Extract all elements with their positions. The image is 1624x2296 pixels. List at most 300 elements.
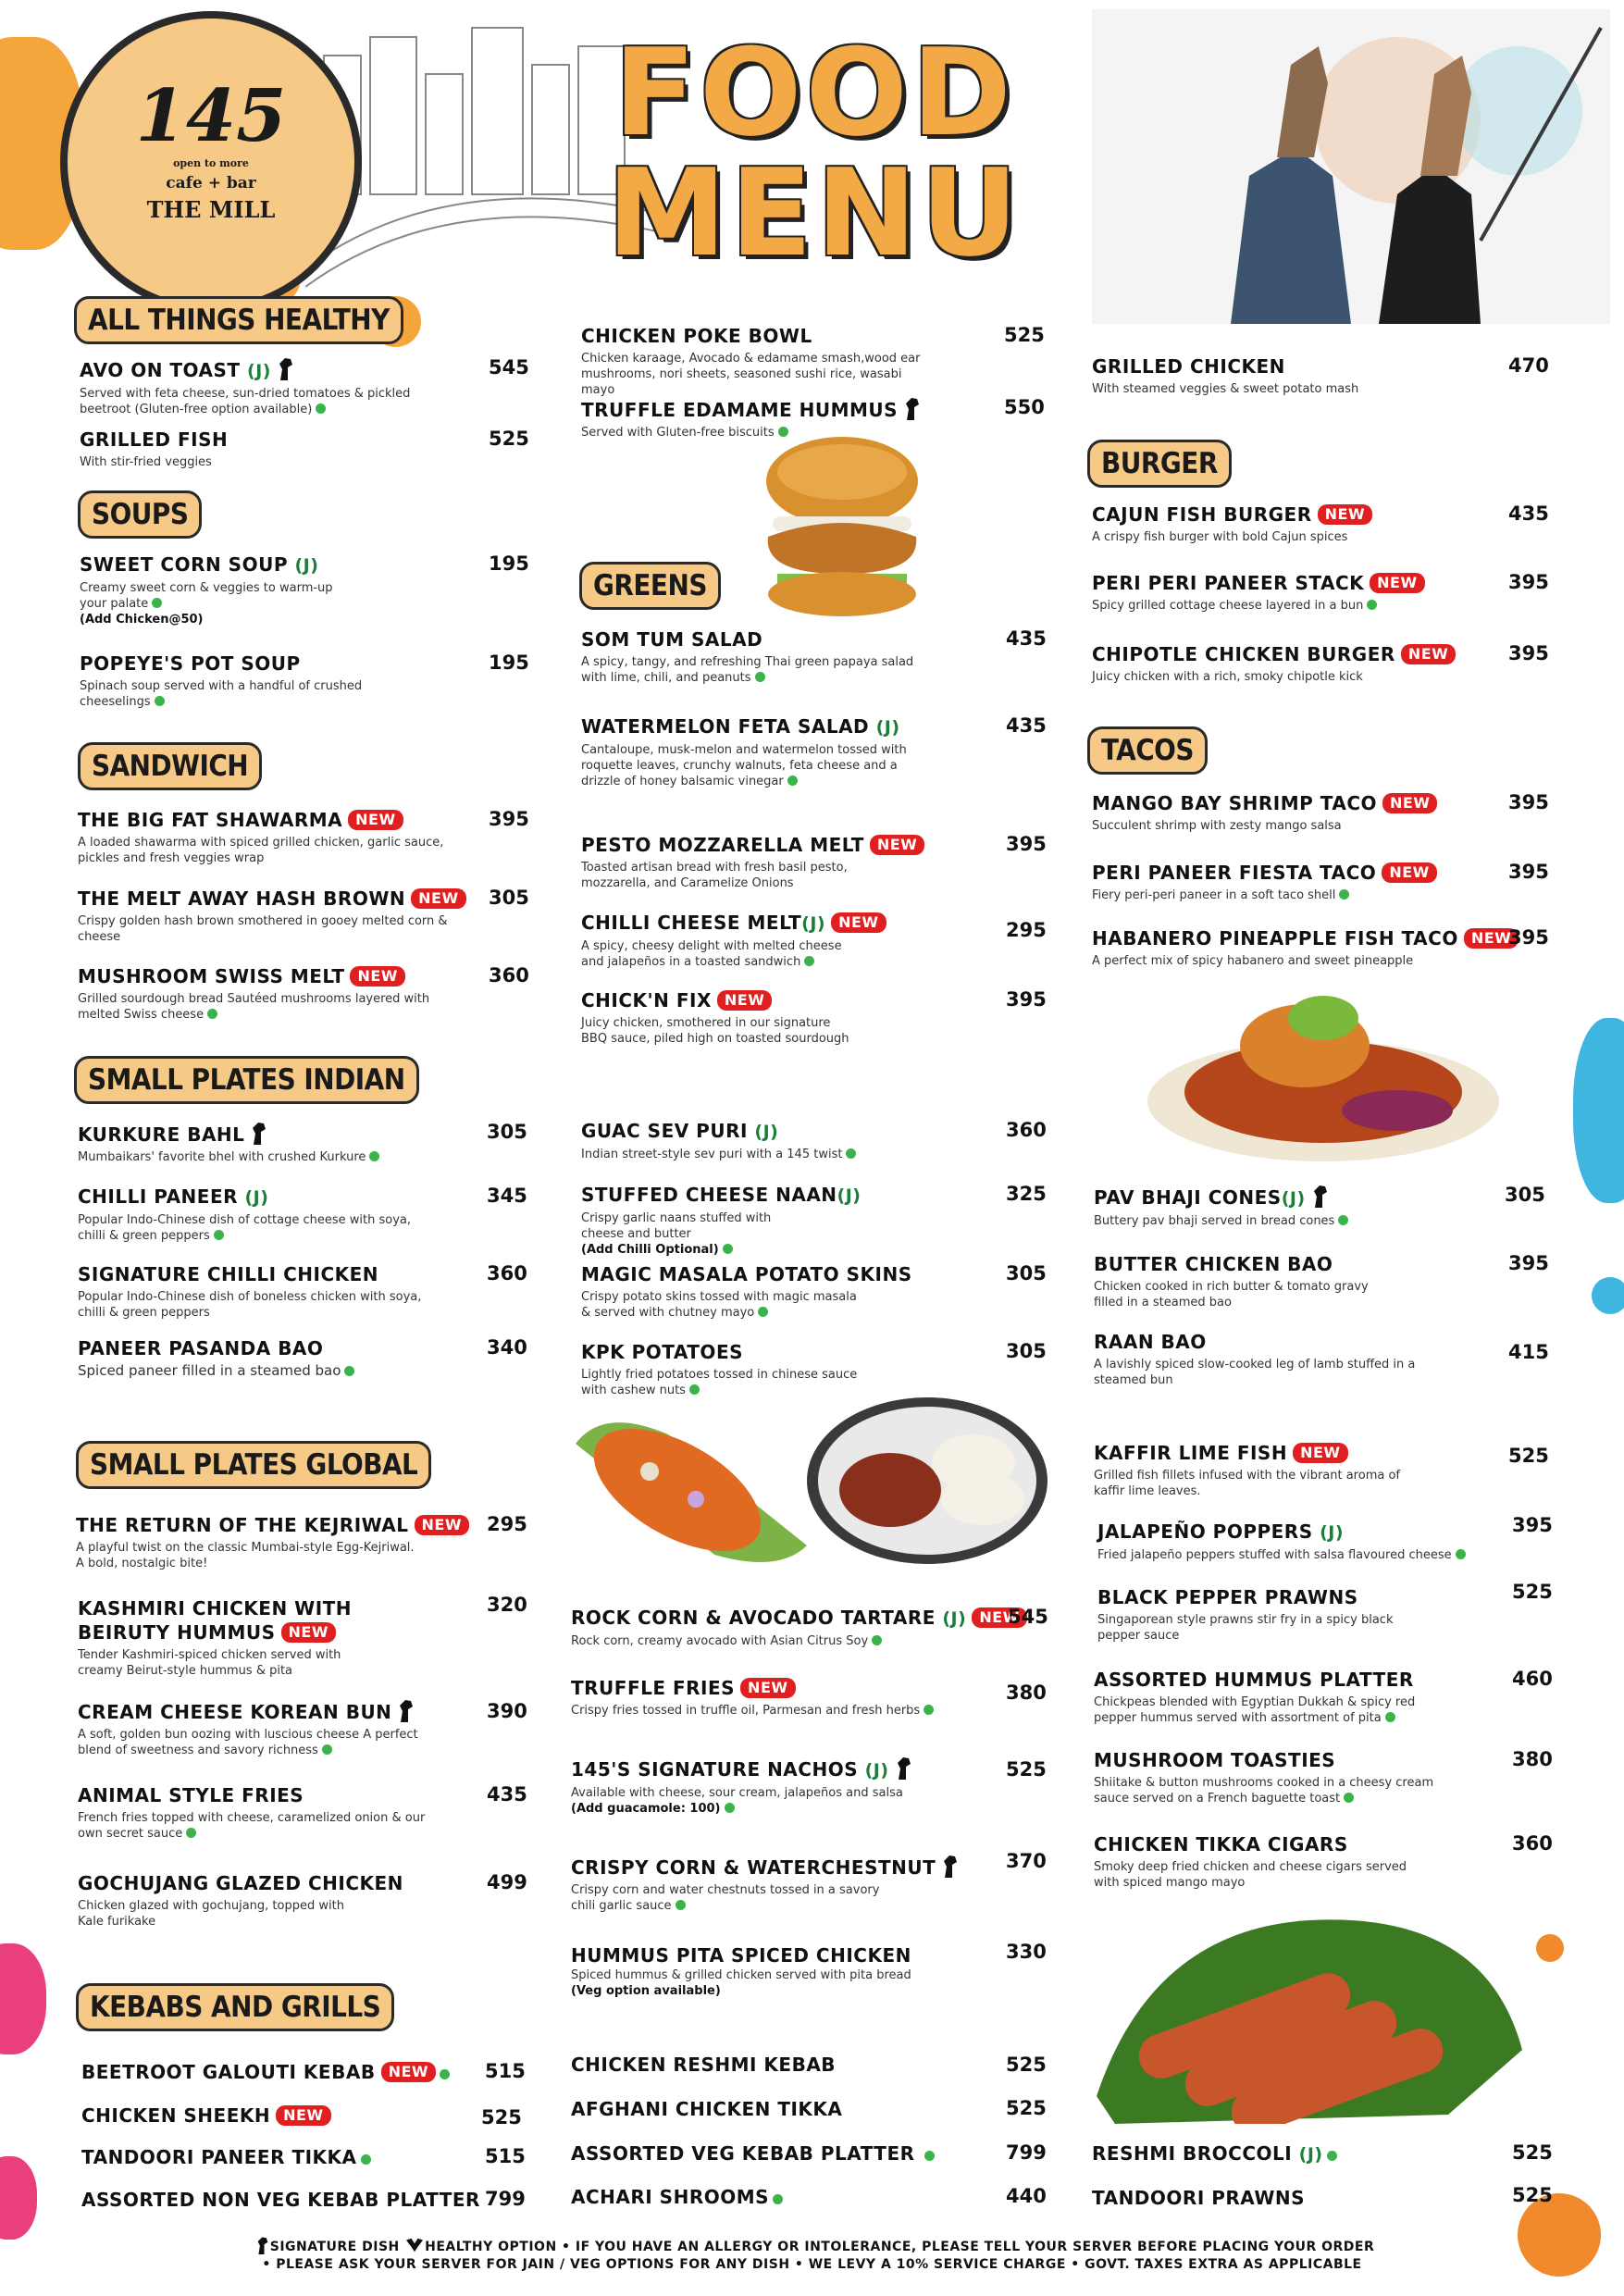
- menu-item: [1092, 571, 1481, 614]
- menu-item: [81, 2060, 479, 2084]
- item-price: 470: [1508, 354, 1549, 377]
- section-tacos: TACOS: [1087, 726, 1208, 775]
- item-price: 415: [1508, 1341, 1549, 1363]
- item-desc: Grilled sourdough bread Sautéed mushrooms layered with melted Swiss cheese: [78, 992, 430, 1022]
- item-name: BEETROOT GALOUTI KEBAB: [81, 2061, 376, 2083]
- item-name: MUSHROOM SWISS MELT: [78, 965, 345, 987]
- item-desc: Chicken glazed with gochujang, topped with Kale furikake: [78, 1899, 344, 1929]
- item-price: 360: [487, 1262, 527, 1285]
- menu-item: [1097, 1585, 1431, 1644]
- menu-item: [1094, 1330, 1427, 1388]
- healthy-dot-icon: [322, 1744, 332, 1755]
- menu-item: [80, 552, 348, 627]
- signature-horse-icon: [1311, 1184, 1330, 1208]
- item-price: 515: [485, 2145, 526, 2167]
- item-name: BUTTER CHICKEN BAO: [1094, 1253, 1333, 1275]
- j-mark: (J): [1298, 2144, 1323, 2165]
- item-desc: Spicy grilled cottage cheese layered in a bun: [1092, 599, 1364, 613]
- menu-item: [81, 2188, 479, 2212]
- item-price: 515: [485, 2060, 526, 2082]
- menu-item: [80, 652, 385, 710]
- menu-item: [571, 2053, 960, 2077]
- healthy-dot-icon: [369, 1151, 379, 1161]
- item-desc: A lavishly spiced slow-cooked leg of lamb stuffed in a steamed bun: [1094, 1358, 1416, 1387]
- menu-item: [581, 324, 933, 398]
- j-mark: (J): [247, 361, 271, 381]
- new-badge: NEW: [276, 2105, 330, 2126]
- signature-horse-icon: [941, 1854, 960, 1878]
- healthy-dot-icon: [758, 1307, 768, 1317]
- item-desc: Juicy chicken with a rich, smoky chipotle kick: [1092, 670, 1363, 684]
- item-note: (Veg option available): [571, 1984, 721, 1998]
- item-name: POPEYE'S POT SOUP: [80, 652, 301, 675]
- menu-item: [78, 1698, 448, 1758]
- item-price: 395: [1508, 1252, 1549, 1274]
- item-price: 525: [1512, 2184, 1553, 2206]
- item-desc: Juicy chicken, smothered in our signature BBQ sauce, piled high on toasted sourdough: [581, 1016, 849, 1046]
- item-name: RESHMI BROCCOLI: [1092, 2142, 1293, 2165]
- item-name: WATERMELON FETA SALAD: [581, 715, 870, 738]
- new-badge: NEW: [1382, 793, 1437, 813]
- blue-splash: [1592, 1277, 1624, 1314]
- item-name: CHIPOTLE CHICKEN BURGER: [1092, 643, 1395, 665]
- menu-item: [1094, 1441, 1427, 1499]
- menu-item: [581, 396, 970, 441]
- item-name: SWEET CORN SOUP: [80, 553, 288, 576]
- item-name: TANDOORI PANEER TIKKA: [81, 2146, 357, 2168]
- item-price: 340: [487, 1336, 527, 1359]
- j-mark: (J): [294, 555, 319, 576]
- section-sandwich: SANDWICH: [78, 742, 262, 790]
- section-soups: SOUPS: [78, 490, 202, 539]
- menu-item: [1094, 1252, 1371, 1310]
- item-desc: Popular Indo-Chinese dish of boneless chicken with soya, chilli & green peppers: [78, 1290, 422, 1320]
- item-desc: French fries topped with cheese, caramelized onion & our own secret sauce: [78, 1811, 426, 1841]
- new-badge: NEW: [1401, 644, 1456, 664]
- section-small-plates-indian: SMALL PLATES INDIAN: [74, 1056, 419, 1104]
- menu-item: [1092, 2186, 1462, 2210]
- item-name: PERI PANEER FIESTA TACO: [1092, 862, 1377, 884]
- item-name: KASHMIRI CHICKEN WITH: [78, 1597, 353, 1620]
- menu-item: [571, 1854, 960, 1914]
- item-price: 395: [1006, 988, 1047, 1011]
- healthy-dot-icon: [316, 403, 326, 414]
- item-price: 435: [1006, 627, 1047, 650]
- item-price: 195: [489, 552, 529, 575]
- item-price: 395: [489, 808, 529, 830]
- item-price: 305: [487, 1121, 527, 1143]
- item-price: 395: [1508, 791, 1549, 813]
- menu-item: [1092, 2141, 1462, 2166]
- menu-item: [78, 964, 448, 1023]
- healthy-dot-icon: [804, 956, 814, 966]
- orange-splash: [1536, 1934, 1564, 1962]
- item-price: 195: [489, 652, 529, 674]
- item-price: 380: [1006, 1682, 1047, 1704]
- menu-item: [1092, 861, 1499, 903]
- healthy-dot-icon: [186, 1828, 196, 1838]
- item-price: 525: [481, 2106, 522, 2128]
- healthy-dot-icon: [1339, 889, 1349, 900]
- healthy-dot-icon: [155, 696, 165, 706]
- healthy-dot-icon: [361, 2154, 371, 2165]
- section-small-plates-global: SMALL PLATES GLOBAL: [76, 1441, 431, 1489]
- signature-horse-icon: [255, 2236, 270, 2254]
- item-desc: A loaded shawarma with spiced grilled chicken, garlic sauce, pickles and fresh veggies wrap: [78, 836, 444, 865]
- item-price: 525: [1512, 2141, 1553, 2164]
- item-price: 295: [1006, 919, 1047, 941]
- item-desc: Spiced paneer filled in a steamed bao: [78, 1362, 341, 1379]
- item-desc: Chickpeas blended with Egyptian Dukkah & spicy red pepper hummus served with assortment of pita: [1094, 1695, 1416, 1725]
- menu-item: [81, 2104, 479, 2128]
- menu-item: [571, 1676, 960, 1719]
- item-price: 525: [1004, 324, 1045, 346]
- menu-item: [78, 1262, 448, 1321]
- logo-small: open to more: [173, 157, 249, 169]
- blue-splash: [1573, 1018, 1624, 1203]
- cafe-logo: [60, 11, 362, 313]
- item-price: 395: [1508, 642, 1549, 664]
- chicken-cigars-image: [1097, 1911, 1522, 2124]
- item-name: CHICKEN SHEEKH: [81, 2104, 271, 2127]
- item-desc: With steamed veggies & sweet potato mash: [1092, 382, 1359, 396]
- item-desc: Smoky deep fried chicken and cheese cigars served with spiced mango mayo: [1094, 1860, 1407, 1890]
- item-name: MAGIC MASALA POTATO SKINS: [581, 1263, 912, 1285]
- horse-characters-illustration: [1092, 9, 1610, 324]
- item-desc: Fried jalapeño peppers stuffed with salsa flavoured cheese: [1097, 1548, 1452, 1562]
- item-price: 799: [485, 2188, 526, 2210]
- menu-item: [581, 911, 951, 970]
- item-name: TRUFFLE EDAMAME HUMMUS: [581, 399, 899, 421]
- healthy-dot-icon: [1456, 1549, 1466, 1559]
- signature-horse-icon: [903, 396, 922, 420]
- menu-item: [581, 833, 951, 891]
- item-name: KAFFIR LIME FISH: [1094, 1442, 1288, 1464]
- item-price: 345: [487, 1185, 527, 1207]
- footer-note: [0, 2236, 1624, 2256]
- item-name: THE RETURN OF THE KEJRIWAL: [76, 1514, 409, 1536]
- item-name: PANEER PASANDA BAO: [78, 1337, 324, 1359]
- item-name: KPK POTATOES: [581, 1341, 744, 1363]
- item-price: 435: [487, 1783, 527, 1806]
- item-name: CHILLI PANEER: [78, 1185, 239, 1208]
- item-desc: With stir-fried veggies: [80, 455, 212, 469]
- pink-splash: [0, 1943, 46, 2054]
- j-mark: (J): [864, 1760, 889, 1781]
- healthy-dot-icon: [755, 672, 765, 682]
- item-price: 525: [1512, 1581, 1553, 1603]
- appetizer-plates-image: [566, 1388, 1048, 1573]
- fish-taco-image: [1138, 981, 1508, 1166]
- item-desc: Served with feta cheese, sun-dried tomatoes & pickled beetroot (Gluten-free option available): [80, 387, 411, 416]
- item-desc: A spicy, cheesy delight with melted cheese and jalapeños in a toasted sandwich: [581, 939, 842, 969]
- item-desc: Indian street-style sev puri with a 145 twist: [581, 1148, 843, 1161]
- j-mark: (J): [754, 1122, 779, 1142]
- section-burger: BURGER: [1087, 440, 1232, 488]
- item-name: CHICKEN POKE BOWL: [581, 325, 812, 347]
- menu-item: [80, 428, 450, 470]
- new-badge: NEW: [415, 1515, 469, 1535]
- footer-line2: • PLEASE ASK YOUR SERVER FOR JAIN / VEG OPTIONS FOR ANY DISH • WE LEVY A 10% SERVICE CHARGE • GOVT. TAXES EXTRA AS APPLICABLE: [262, 2257, 1362, 2272]
- item-desc: A spicy, tangy, and refreshing Thai green papaya salad with lime, chili, and peanuts: [581, 655, 914, 685]
- item-name: CRISPY CORN & WATERCHESTNUT: [571, 1856, 936, 1879]
- item-name: GRILLED FISH: [80, 428, 229, 451]
- item-price: 360: [489, 964, 529, 987]
- footer-line1: HEALTHY OPTION • IF YOU HAVE AN ALLERGY OR INTOLERANCE, PLEASE TELL YOUR SERVER BEFORE PLACING YOUR ORDER: [425, 2240, 1375, 2254]
- healthy-dot-icon: [872, 1635, 882, 1645]
- section-kebabs-and-grills: KEBABS AND GRILLS: [76, 1983, 394, 2031]
- item-name: GOCHUJANG GLAZED CHICKEN: [78, 1872, 403, 1894]
- new-badge: NEW: [348, 810, 403, 830]
- item-desc: Cantaloupe, musk-melon and watermelon tossed with roquette leaves, crunchy walnuts, feta cheese and a drizzle of honey balsamic vinegar: [581, 743, 907, 788]
- item-name: ROCK CORN & AVOCADO TARTARE: [571, 1607, 936, 1629]
- healthy-dot-icon: [676, 1900, 686, 1910]
- menu-item: [78, 808, 448, 866]
- logo-number: 145: [135, 74, 287, 158]
- healthy-dot-icon: [1385, 1712, 1395, 1722]
- j-mark: (J): [1281, 1188, 1306, 1209]
- item-name: ASSORTED NON VEG KEBAB PLATTER: [81, 2189, 480, 2211]
- fried-chicken-burger-image: [759, 435, 925, 620]
- item-desc: Crispy garlic naans stuffed with cheese and butter: [581, 1211, 772, 1241]
- item-name: CAJUN FISH BURGER: [1092, 503, 1312, 526]
- menu-item: [581, 627, 933, 686]
- item-name: SIGNATURE CHILLI CHICKEN: [78, 1263, 379, 1285]
- item-desc: Served with Gluten-free biscuits: [581, 426, 775, 440]
- item-name: CHILLI CHEESE MELT: [581, 912, 802, 934]
- item-desc: Shiitake & button mushrooms cooked in a cheesy cream sauce served on a French baguette toast: [1094, 1776, 1434, 1806]
- section-all-things-healthy: ALL THINGS HEALTHY: [74, 296, 403, 344]
- item-desc: Crispy golden hash brown smothered in gooey melted corn & cheese: [78, 914, 448, 944]
- item-desc: Crispy corn and water chestnuts tossed in a savory chili garlic sauce: [571, 1883, 880, 1913]
- item-name: SOM TUM SALAD: [581, 628, 763, 651]
- new-badge: NEW: [1318, 504, 1372, 525]
- healthy-dot-icon: [725, 1803, 735, 1813]
- j-mark: (J): [875, 717, 900, 738]
- signature-horse-icon: [277, 356, 295, 380]
- healthy-dot-icon: [344, 1366, 354, 1376]
- item-price: 440: [1006, 2185, 1047, 2207]
- item-price: 395: [1508, 861, 1549, 883]
- item-name: THE MELT AWAY HASH BROWN: [78, 887, 406, 910]
- item-desc: Toasted artisan bread with fresh basil pesto, mozzarella, and Caramelize Onions: [581, 861, 848, 890]
- item-price: 305: [1006, 1262, 1047, 1285]
- item-name: PESTO MOZZARELLA MELT: [581, 834, 864, 856]
- item-desc: Popular Indo-Chinese dish of cottage cheese with soya, chilli & green peppers: [78, 1213, 411, 1243]
- menu-item: [571, 1756, 960, 1817]
- menu-item: [78, 1185, 420, 1244]
- item-price: 380: [1512, 1748, 1553, 1770]
- item-desc: Singaporean style prawns stir fry in a spicy black pepper sauce: [1097, 1613, 1394, 1643]
- logo-tagline: cafe + bar: [166, 174, 256, 192]
- menu-item: [78, 1336, 448, 1379]
- item-price: 550: [1004, 396, 1045, 418]
- item-desc: Succulent shrimp with zesty mango salsa: [1092, 819, 1342, 833]
- section-greens: GREENS: [579, 562, 721, 610]
- footer-signature-label: SIGNATURE DISH: [269, 2240, 400, 2254]
- item-name: MUSHROOM TOASTIES: [1094, 1749, 1336, 1771]
- item-desc: Crispy potato skins tossed with magic masala & served with chutney mayo: [581, 1290, 857, 1320]
- healthy-dot-icon: [1327, 2151, 1337, 2161]
- item-price: 360: [1512, 1832, 1553, 1855]
- item-price: 395: [1508, 926, 1549, 949]
- new-badge: NEW: [381, 2062, 436, 2082]
- item-name: CHICKEN RESHMI KEBAB: [571, 2054, 837, 2076]
- new-badge: NEW: [411, 888, 465, 909]
- item-name: HABANERO PINEAPPLE FISH TACO: [1092, 927, 1458, 949]
- item-price: 545: [489, 356, 529, 379]
- item-name: STUFFED CHEESE NAAN: [581, 1184, 837, 1206]
- menu-item: [1092, 642, 1499, 685]
- new-badge: NEW: [1382, 863, 1436, 883]
- menu-item: [80, 356, 450, 417]
- item-name: PERI PERI PANEER STACK: [1092, 572, 1365, 594]
- item-name: KURKURE BAHL: [78, 1123, 245, 1146]
- item-price: 330: [1006, 1941, 1047, 1963]
- menu-item: [581, 714, 914, 789]
- new-badge: NEW: [1293, 1443, 1347, 1463]
- item-note: (Add guacamole: 100): [571, 1802, 721, 1816]
- item-name: CREAM CHEESE KOREAN BUN: [78, 1701, 392, 1723]
- j-mark: (J): [942, 1608, 967, 1629]
- item-price: 799: [1006, 2141, 1047, 2164]
- signature-horse-icon: [397, 1698, 415, 1722]
- item-name: THE BIG FAT SHAWARMA: [78, 809, 343, 831]
- item-price: 395: [1006, 833, 1047, 855]
- j-mark: (J): [244, 1187, 269, 1208]
- menu-item: [1094, 1668, 1464, 1726]
- item-name: ASSORTED VEG KEBAB PLATTER: [571, 2142, 915, 2165]
- pink-splash: [0, 2156, 37, 2240]
- item-desc: Rock corn, creamy avocado with Asian Citrus Soy: [571, 1634, 869, 1648]
- item-desc: Spiced hummus & grilled chicken served with pita bread: [571, 1968, 911, 1982]
- menu-item: [571, 1943, 960, 1999]
- item-name: TANDOORI PRAWNS: [1092, 2187, 1306, 2209]
- item-name: HUMMUS PITA SPICED CHICKEN: [571, 1944, 911, 1967]
- item-name: ASSORTED HUMMUS PLATTER: [1094, 1669, 1414, 1691]
- menu-item: [81, 2145, 479, 2169]
- menu-item: [78, 887, 459, 945]
- title-menu: MENU: [606, 143, 1023, 283]
- healthy-dot-icon: [846, 1148, 856, 1159]
- healthy-dot-icon: [723, 1244, 733, 1254]
- healthy-horse-icon: [404, 2237, 425, 2253]
- menu-item: [581, 1119, 951, 1162]
- item-price: 305: [1505, 1184, 1545, 1206]
- menu-item: [571, 2097, 960, 2121]
- item-name: ACHARI SHROOMS: [571, 2186, 770, 2208]
- item-desc: Fiery peri-peri paneer in a soft taco shell: [1092, 888, 1336, 902]
- item-desc: Mumbaikars' favorite bhel with crushed Kurkure: [78, 1150, 366, 1164]
- item-desc: Tender Kashmiri-spiced chicken served with creamy Beirut-style hummus & pita: [78, 1648, 341, 1678]
- healthy-dot-icon: [440, 2069, 450, 2079]
- new-badge: NEW: [740, 1678, 795, 1698]
- healthy-dot-icon: [924, 2151, 935, 2161]
- item-desc: A crispy fish burger with bold Cajun spices: [1092, 530, 1348, 544]
- j-mark: (J): [801, 913, 826, 934]
- menu-item: [78, 1596, 448, 1679]
- healthy-dot-icon: [773, 2194, 783, 2204]
- signature-horse-icon: [250, 1121, 268, 1145]
- menu-item: [76, 1513, 465, 1571]
- new-badge: NEW: [1370, 573, 1424, 593]
- new-badge: NEW: [972, 1607, 1026, 1628]
- menu-item: [1092, 926, 1518, 969]
- menu-item: [1094, 1748, 1445, 1806]
- item-name: BEIRUTY HUMMUS: [78, 1621, 276, 1644]
- item-desc: Lightly fried potatoes tossed in chinese sauce with cashew nuts: [581, 1368, 858, 1397]
- j-mark: (J): [1320, 1522, 1345, 1543]
- item-desc: A perfect mix of spicy habanero and sweet pineapple: [1092, 954, 1414, 968]
- healthy-dot-icon: [207, 1009, 217, 1019]
- logo-sub: THE MILL: [146, 196, 276, 223]
- item-price: 435: [1508, 503, 1549, 525]
- healthy-dot-icon: [214, 1230, 224, 1240]
- item-desc: Grilled fish fillets infused with the vibrant aroma of kaffir lime leaves.: [1094, 1469, 1400, 1498]
- item-desc: A soft, golden bun oozing with luscious cheese A perfect blend of sweetness and savory richness: [78, 1728, 418, 1757]
- menu-item: [1094, 1184, 1482, 1229]
- item-name: 145'S SIGNATURE NACHOS: [571, 1758, 859, 1781]
- menu-item: [78, 1121, 448, 1165]
- item-price: 525: [1508, 1445, 1549, 1467]
- menu-item: [581, 1262, 951, 1321]
- new-badge: NEW: [717, 990, 772, 1011]
- item-name: GRILLED CHICKEN: [1092, 355, 1285, 378]
- healthy-dot-icon: [152, 598, 162, 608]
- item-name: GUAC SEV PURI: [581, 1120, 748, 1142]
- item-desc: Buttery pav bhaji served in bread cones: [1094, 1214, 1335, 1228]
- j-mark: (J): [837, 1185, 862, 1206]
- healthy-dot-icon: [1344, 1793, 1354, 1803]
- item-name: CHICKEN TIKKA CIGARS: [1094, 1833, 1348, 1855]
- item-price: 390: [487, 1700, 527, 1722]
- item-price: 525: [1006, 1758, 1047, 1781]
- new-badge: NEW: [831, 912, 886, 933]
- item-desc: Spinach soup served with a handful of crushed cheeselings: [80, 679, 363, 709]
- item-name: ANIMAL STYLE FRIES: [78, 1784, 304, 1806]
- item-price: 305: [1006, 1340, 1047, 1362]
- item-price: 460: [1512, 1668, 1553, 1690]
- item-note: (Add Chicken@50): [80, 613, 204, 627]
- menu-item: [1092, 503, 1481, 545]
- menu-item: [581, 1183, 951, 1258]
- new-badge: NEW: [1464, 928, 1519, 949]
- healthy-dot-icon: [1338, 1215, 1348, 1225]
- menu-item: [1094, 1832, 1427, 1891]
- item-name: RAAN BAO: [1094, 1331, 1207, 1353]
- new-badge: NEW: [870, 835, 924, 855]
- new-badge: NEW: [350, 966, 404, 987]
- item-desc: Available with cheese, sour cream, jalapeños and salsa: [571, 1786, 903, 1800]
- item-price: 325: [1006, 1183, 1047, 1205]
- menu-item: [571, 2185, 960, 2209]
- menu-item: [1092, 791, 1499, 834]
- item-desc: A playful twist on the classic Mumbai-style Egg-Kejriwal. A bold, nostalgic bite!: [76, 1541, 415, 1570]
- item-name: CHICK'N FIX: [581, 989, 712, 1011]
- menu-item: [571, 2141, 960, 2166]
- menu-item: [78, 1783, 448, 1842]
- item-name: BLACK PEPPER PRAWNS: [1097, 1586, 1358, 1608]
- menu-item: [581, 988, 951, 1047]
- item-name: TRUFFLE FRIES: [571, 1677, 736, 1699]
- menu-item: [78, 1871, 448, 1930]
- item-desc: Creamy sweet corn & veggies to warm-up your palate: [80, 581, 333, 611]
- menu-item: [1092, 354, 1462, 397]
- item-price: 360: [1006, 1119, 1047, 1141]
- item-price: 320: [487, 1594, 527, 1616]
- item-price: 435: [1006, 714, 1047, 737]
- healthy-dot-icon: [787, 776, 798, 786]
